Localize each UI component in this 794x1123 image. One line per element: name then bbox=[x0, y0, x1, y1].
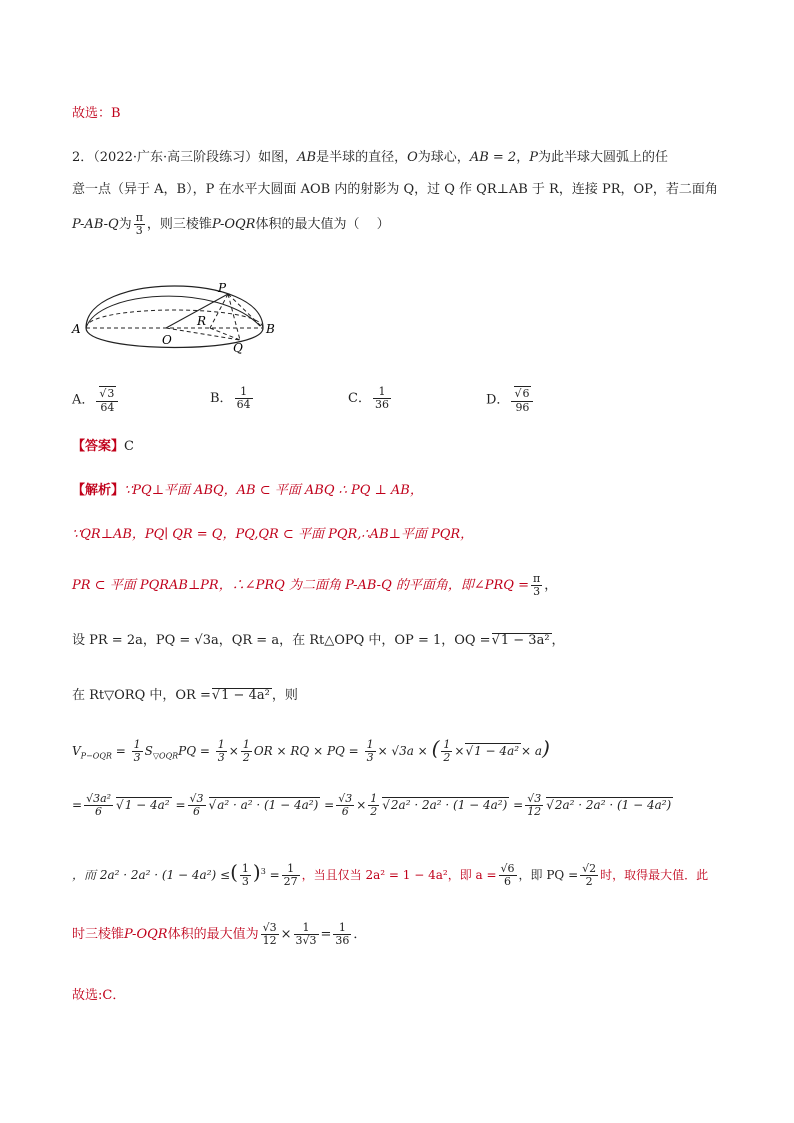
t: 在 Rt▽ORQ 中，OR = bbox=[72, 688, 211, 703]
den: 36 bbox=[335, 934, 350, 947]
den: 3√3 bbox=[295, 934, 317, 947]
sqrt: √ 1 − 4a² bbox=[116, 797, 172, 812]
solution-line-6: $V_{P-OQR}$ = $\frac{1}{3}$ $S_{▽OQR}PQ$ = $\frac{1}{3}$ × $\frac{1}{2}$ OR × RQ × PQ = $\frac{1}{3}$ × √3a × ( $\frac{1}{2}$ ×√ 1 − 4a² × a) bbox=[72, 738, 550, 766]
label-b: B bbox=[266, 322, 275, 336]
solution-label: 【解析】 bbox=[72, 483, 125, 498]
solution-line-9 bbox=[72, 922, 366, 947]
segment-rq bbox=[210, 328, 240, 340]
t: OR × RQ × PQ = bbox=[253, 744, 359, 758]
num: 1 bbox=[366, 738, 374, 751]
problem-number: 2． bbox=[72, 150, 94, 165]
option-letter: C． bbox=[348, 391, 371, 406]
sqrt: √ a² · a² · (1 − 4a²) bbox=[209, 797, 321, 812]
sub: P−OQR bbox=[80, 751, 112, 761]
t: 为球心， bbox=[417, 150, 470, 165]
num: 1 bbox=[217, 738, 225, 751]
num: √3 bbox=[189, 792, 204, 805]
t: 时，取得最大值．此 bbox=[600, 868, 709, 882]
num: √3 bbox=[262, 921, 277, 934]
den: 27 bbox=[283, 875, 298, 888]
t: ，当且仅当 2a² = 1 − 4a²，即 a = bbox=[301, 868, 497, 882]
final-choice: 故选:C． bbox=[72, 988, 126, 1003]
den: 6 bbox=[504, 875, 512, 888]
frac-pi-3 bbox=[134, 212, 145, 237]
t: ，即 PQ = bbox=[518, 868, 579, 882]
option-letter: A． bbox=[72, 392, 95, 408]
segment-oq bbox=[166, 328, 240, 340]
problem-line-3 bbox=[72, 212, 390, 237]
den: 3 bbox=[533, 585, 541, 598]
num: 1 bbox=[294, 922, 319, 935]
den: 6 bbox=[341, 805, 349, 818]
problem-source: （2022·广东·高三阶段练习） bbox=[93, 150, 259, 165]
t: × √3a × bbox=[377, 744, 428, 758]
t: 设 PR = 2a，PQ = √3a，QR = a，在 Rt△OPQ 中，OP = 1，OQ = bbox=[72, 633, 491, 648]
den: 2 bbox=[370, 805, 378, 818]
num: 1 bbox=[282, 863, 300, 876]
num: 1 bbox=[235, 386, 253, 399]
den: 3 bbox=[241, 875, 249, 888]
option-d[interactable] bbox=[486, 386, 535, 414]
t: O bbox=[407, 150, 418, 165]
dome-arc bbox=[86, 286, 263, 328]
num: √3 bbox=[338, 792, 353, 805]
solution-line-2: ∵QR⊥AB，PQ∣ QR = Q，PQ,QR ⊂ 平面 PQR,∴AB⊥平面 PQR， bbox=[72, 527, 474, 542]
t: P-OQR bbox=[124, 927, 168, 942]
answer-label: 【答案】 bbox=[72, 439, 125, 454]
num: 1 bbox=[373, 386, 391, 399]
option-b[interactable] bbox=[210, 386, 255, 411]
t: S bbox=[144, 744, 153, 758]
num: 1 bbox=[242, 738, 250, 751]
t: × bbox=[454, 744, 465, 758]
t: P bbox=[529, 150, 538, 165]
solution-line-4 bbox=[72, 631, 565, 651]
label-p: P bbox=[218, 281, 227, 295]
segment-pq bbox=[228, 294, 240, 340]
label-q: Q bbox=[233, 341, 243, 355]
t: = bbox=[324, 798, 335, 812]
num: √2 bbox=[582, 862, 597, 875]
t: ，则 bbox=[271, 688, 298, 703]
t: × bbox=[280, 927, 292, 942]
t: = bbox=[320, 927, 332, 942]
previous-answer: 故选：B bbox=[72, 106, 121, 121]
segment-pb bbox=[228, 294, 263, 328]
t: ，则三棱锥 bbox=[146, 217, 212, 232]
num: √6 bbox=[500, 862, 515, 875]
solution-line-5 bbox=[72, 686, 298, 706]
t: P-AB-Q bbox=[72, 217, 119, 232]
t: 如图， bbox=[258, 150, 298, 165]
label-a: A bbox=[72, 322, 81, 336]
t: × a bbox=[521, 744, 543, 758]
t: PQ = bbox=[178, 744, 210, 758]
den: 6 bbox=[193, 805, 201, 818]
sqrt: √ 2a² · 2a² · (1 − 4a²) bbox=[546, 797, 673, 812]
sub: ▽OQR bbox=[152, 751, 179, 761]
option-letter: B． bbox=[210, 391, 233, 406]
den: 3 bbox=[366, 751, 374, 764]
den: 64 bbox=[100, 401, 115, 414]
solution-line-7: = $\frac{\text{√3a²}}{6}$ √ 1 − 4a² = $\frac{√3}{6}$ √ a² · a² · (1 − 4a²) = $\frac{√3}{6}$ × $\frac{1}{2}$ √ 2a² · 2a² · (1 − 4a²) = $\frac{√3}{12}$ √ 2a² · 2a² · (1 − 4a²) bbox=[72, 793, 673, 818]
sqrt: √ 6 bbox=[514, 386, 531, 401]
t: ，而 2a² · 2a² · (1 − 4a²) ≤ bbox=[72, 868, 231, 882]
t: = bbox=[115, 744, 126, 758]
label-o: O bbox=[162, 333, 172, 347]
solution-line-1 bbox=[72, 481, 423, 501]
den: 2 bbox=[443, 751, 451, 764]
hemisphere-figure bbox=[68, 262, 283, 358]
t: ． bbox=[353, 927, 367, 942]
den: 12 bbox=[262, 934, 277, 947]
t: = bbox=[269, 868, 280, 882]
t: P-OQR bbox=[211, 217, 256, 232]
den: 64 bbox=[236, 398, 251, 411]
t: 为 bbox=[118, 217, 132, 232]
sqrt: √ 2a² · 2a² · (1 − 4a²) bbox=[382, 797, 509, 812]
option-c[interactable] bbox=[348, 386, 393, 411]
num: 1 bbox=[370, 792, 378, 805]
t: 为此半球大圆弧上的任 bbox=[537, 150, 668, 165]
den: 2 bbox=[242, 751, 250, 764]
sqrt: √ 1 − 3a² bbox=[492, 633, 552, 648]
den: 3 bbox=[133, 751, 141, 764]
t: 是半球的直径， bbox=[316, 150, 408, 165]
num: 1 bbox=[333, 922, 351, 935]
sqrt: √ 1 − 4a² bbox=[465, 743, 521, 758]
den: 96 bbox=[515, 401, 530, 414]
t: V bbox=[72, 744, 81, 758]
t: PR ⊂ 平面 PQRAB⊥PR，∴∠PRQ 为二面角 P-AB-Q 的平面角，即∠PRQ = bbox=[72, 578, 529, 593]
solution-line-3 bbox=[72, 573, 557, 598]
num: π bbox=[135, 211, 143, 224]
t: 体积的最大值为（ ） bbox=[255, 217, 390, 232]
den: 2 bbox=[585, 875, 593, 888]
den: 3 bbox=[217, 751, 225, 764]
den: 6 bbox=[95, 805, 103, 818]
den: 3 bbox=[135, 224, 143, 237]
t: = bbox=[175, 798, 186, 812]
exp: 3 bbox=[260, 867, 266, 876]
num: √3a² bbox=[86, 792, 112, 805]
t: ， bbox=[551, 633, 565, 648]
den: 12 bbox=[527, 805, 542, 818]
solution-line-8: ，而 2a² · 2a² · (1 − 4a²) ≤( $\frac{1}{3}$ )$^3$ = $\frac{1}{27}$ ，当且仅当 2a² = 1 − 4a²，即 a = $\frac{√6}{6}$ ，即 PQ = $\frac{√2}{2}$ 时，取得最大值．此 bbox=[72, 860, 709, 888]
t: AB bbox=[297, 150, 317, 165]
base-back bbox=[86, 310, 263, 328]
t: ∵PQ⊥平面 ABQ，AB ⊂ 平面 ABQ ∴ PQ ⊥ AB， bbox=[124, 483, 423, 498]
problem-line-1 bbox=[72, 148, 668, 168]
num: π bbox=[532, 572, 541, 585]
sqrt: √ 3 bbox=[99, 386, 116, 401]
t: = bbox=[513, 798, 524, 812]
t: ， bbox=[544, 578, 558, 593]
inner-arc bbox=[86, 296, 260, 328]
option-a[interactable] bbox=[72, 386, 120, 414]
answer-line bbox=[72, 437, 134, 457]
den: 36 bbox=[374, 398, 389, 411]
num: √3 bbox=[527, 792, 542, 805]
num: 1 bbox=[443, 738, 451, 751]
t: 体积的最大值为 bbox=[167, 927, 259, 942]
sqrt: √ 1 − 4a² bbox=[212, 688, 272, 703]
answer-value: C bbox=[124, 439, 134, 454]
t: AB = 2 bbox=[469, 150, 517, 165]
num: 1 bbox=[241, 862, 249, 875]
t: ， bbox=[516, 150, 530, 165]
t: 时三棱锥 bbox=[72, 927, 125, 942]
t: = bbox=[72, 798, 83, 812]
option-letter: D． bbox=[486, 392, 510, 408]
label-r: R bbox=[197, 314, 207, 328]
problem-line-2: 意一点（异于 A，B），P 在水平大圆面 AOB 内的射影为 Q，过 Q 作 QR⊥AB 于 R，连接 PR，OP，若二面角 bbox=[72, 182, 718, 197]
num: 1 bbox=[133, 738, 141, 751]
